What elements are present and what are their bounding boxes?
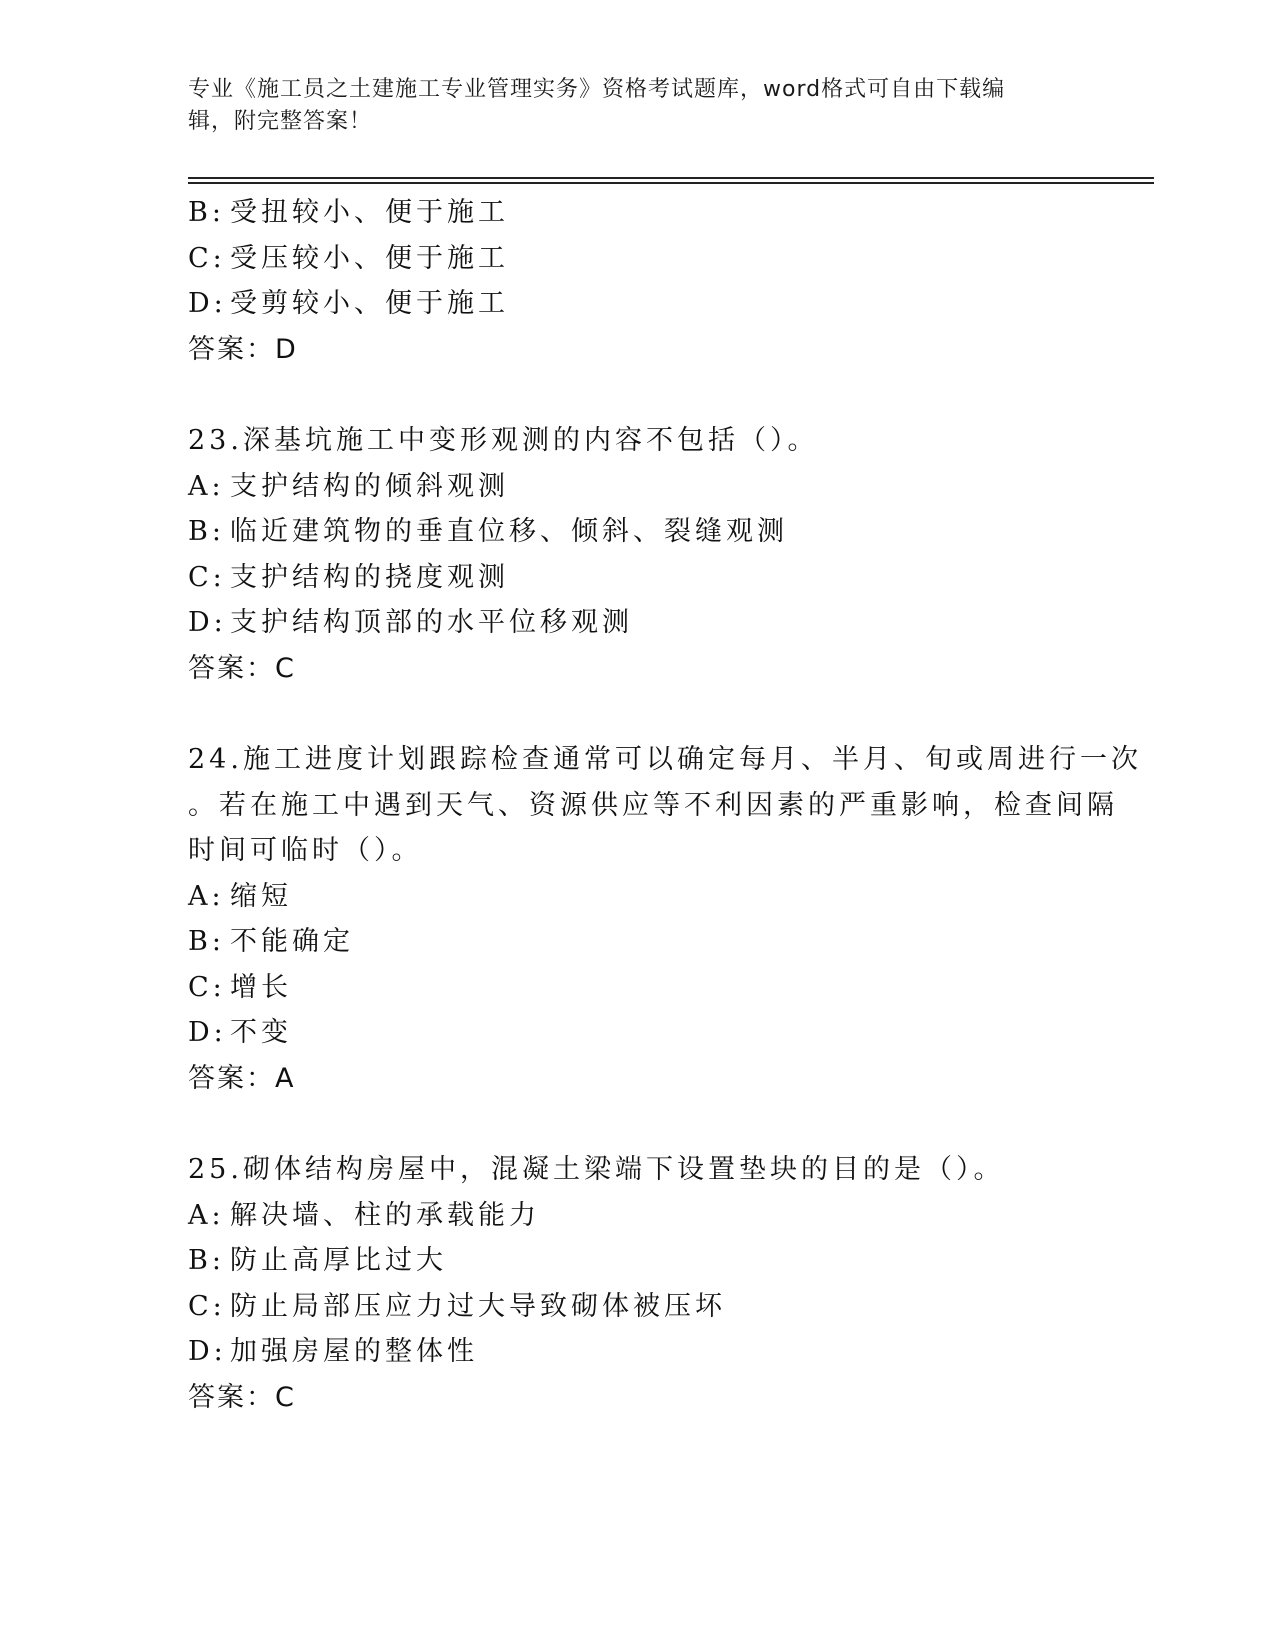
option-text: 增长 [230, 971, 292, 1003]
question-stem-line-3: 时间可临时（）。 [188, 835, 423, 866]
question-stem-line-2: 。若在施工中遇到天气、资源供应等不利因素的严重影响，检查间隔 [188, 789, 1118, 821]
option-b [188, 190, 1088, 236]
option-c [188, 965, 1088, 1011]
option-text: 受扭较小、便于施工 [230, 197, 509, 228]
option-b [188, 919, 1088, 965]
spacer [188, 372, 1088, 418]
option-text: 解决墙、柱的承载能力 [230, 1199, 540, 1231]
option-letter: D: [188, 288, 227, 319]
option-text: 防止高厚比过大 [230, 1245, 447, 1276]
option-d [188, 600, 1088, 646]
option-text: 不变 [230, 1017, 292, 1048]
option-text: 支护结构顶部的水平位移观测 [230, 607, 633, 638]
question-24 [188, 737, 1142, 1101]
question-stem-line-1: 24.施工进度计划跟踪检查通常可以确定每月、半月、旬或周进行一次 [188, 744, 1142, 775]
header-line-1: 专业《施工员之土建施工专业管理实务》资格考试题库，word格式可自由下载编 [188, 77, 1006, 102]
option-text: 不能确定 [230, 926, 354, 957]
option-c [188, 555, 1088, 601]
document-header [188, 74, 1068, 138]
option-letter: B: [188, 197, 225, 228]
option-d [188, 281, 1088, 327]
option-b [188, 509, 1088, 555]
option-letter: D: [188, 607, 227, 638]
question-23 [188, 418, 1088, 691]
option-text: 临近建筑物的垂直位移、倾斜、裂缝观测 [230, 516, 788, 547]
answer-line: 答案：C [188, 1381, 296, 1413]
option-c [188, 1284, 1088, 1330]
question-22-tail [188, 190, 1088, 372]
option-letter: C: [188, 242, 226, 274]
option-letter: D: [188, 1017, 227, 1048]
option-letter: C: [188, 561, 226, 593]
header-divider-top [188, 177, 1154, 179]
option-b [188, 1238, 1088, 1284]
option-d [188, 1329, 1088, 1375]
spacer [188, 691, 1088, 737]
option-letter: C: [188, 1290, 226, 1322]
option-letter: A: [188, 880, 225, 912]
answer-line: 答案：A [188, 1062, 296, 1094]
option-c [188, 236, 1088, 282]
header-divider-bottom [188, 182, 1154, 184]
option-letter: B: [188, 1245, 225, 1276]
option-a [188, 874, 1088, 920]
spacer [188, 1101, 1088, 1147]
question-stem: 23.深基坑施工中变形观测的内容不包括（）。 [188, 425, 819, 456]
question-stem: 25.砌体结构房屋中，混凝土梁端下设置垫块的目的是（）。 [188, 1154, 1005, 1185]
option-text: 缩短 [230, 880, 292, 912]
option-text: 加强房屋的整体性 [230, 1336, 478, 1367]
option-letter: A: [188, 470, 225, 502]
option-letter: B: [188, 516, 225, 547]
option-text: 支护结构的挠度观测 [230, 561, 509, 593]
option-letter: A: [188, 1199, 225, 1231]
question-list [188, 190, 1142, 1420]
option-text: 防止局部压应力过大导致砌体被压坏 [230, 1290, 726, 1322]
option-text: 受剪较小、便于施工 [230, 288, 509, 319]
question-25 [188, 1147, 1088, 1420]
answer-line: 答案：C [188, 652, 296, 684]
option-text: 支护结构的倾斜观测 [230, 470, 509, 502]
header-line-2: 辑，附完整答案！ [188, 109, 373, 134]
answer-line: 答案：D [188, 333, 298, 365]
option-text: 受压较小、便于施工 [230, 242, 509, 274]
option-a [188, 464, 1088, 510]
option-letter: B: [188, 926, 225, 957]
option-d [188, 1010, 1088, 1056]
option-letter: D: [188, 1336, 227, 1367]
option-a [188, 1193, 1088, 1239]
option-letter: C: [188, 971, 226, 1003]
